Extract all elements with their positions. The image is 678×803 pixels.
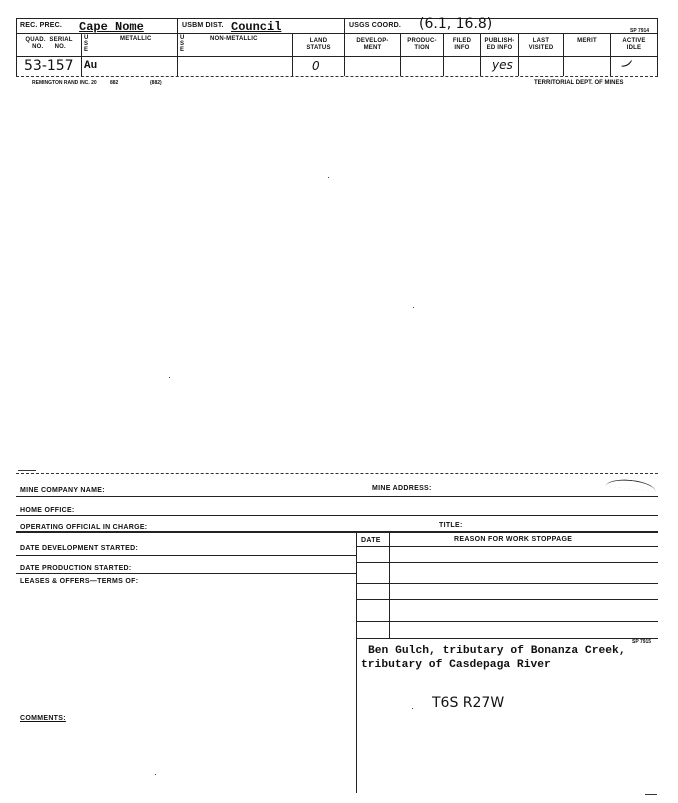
home-office-label: HOME OFFICE: bbox=[20, 507, 75, 514]
printer-code-b: (882) bbox=[150, 80, 162, 86]
printer-code-a: 882 bbox=[110, 80, 119, 86]
date-col-label: DATE bbox=[361, 537, 381, 544]
usgs-coord-value: (6.1, 16.8) bbox=[419, 16, 493, 32]
title-label: TITLE: bbox=[439, 522, 463, 529]
remarks-line-1: Ben Gulch, tributary of Bonanza Creek, bbox=[368, 645, 626, 657]
record-active-idle: ) bbox=[618, 58, 635, 71]
usgs-coord-label: USGS COORD. bbox=[349, 22, 401, 29]
printer-note: REMINGTON RAND INC. 20 bbox=[32, 80, 97, 86]
col-metallic: METALLIC bbox=[120, 36, 152, 42]
col-active-idle: ACTIVE IDLE bbox=[622, 38, 646, 51]
mine-address-label: MINE ADDRESS: bbox=[372, 485, 432, 492]
col-merit: MERIT bbox=[577, 38, 597, 44]
rec-prec-label: REC. PREC. bbox=[20, 22, 63, 29]
date-development-label: DATE DEVELOPMENT STARTED: bbox=[20, 545, 139, 552]
record-published-info: yes bbox=[492, 58, 513, 72]
col-land-status: LAND STATUS bbox=[306, 38, 331, 51]
department-name: TERRITORIAL DEPT. OF MINES bbox=[534, 80, 624, 86]
col-development: DEVELOP- MENT bbox=[356, 38, 389, 51]
col-published-info: PUBLISH- ED INFO bbox=[484, 38, 515, 51]
col-nonmetallic-flag: U S E bbox=[180, 35, 185, 53]
reason-col-label: REASON FOR WORK STOPPAGE bbox=[454, 536, 573, 543]
usbm-dist-value: Council bbox=[231, 20, 282, 34]
operating-official-label: OPERATING OFFICIAL IN CHARGE: bbox=[20, 524, 148, 531]
mine-company-name-label: MINE COMPANY NAME: bbox=[20, 487, 105, 494]
col-filed-info: FILED INFO bbox=[452, 38, 472, 51]
record-serial: 53-157 bbox=[24, 58, 74, 74]
col-quad-serial: QUAD. SERIAL NO. NO. bbox=[25, 37, 73, 50]
form-code-top: SP 7914 bbox=[630, 28, 650, 34]
record-metallic: Au bbox=[84, 60, 98, 72]
usbm-dist-label: USBM DIST. bbox=[182, 22, 224, 29]
form-code-bottom: SP 7915 bbox=[632, 639, 652, 645]
township-range: T6S R27W bbox=[432, 695, 505, 711]
col-nonmetallic: NON-METALLIC bbox=[210, 36, 258, 42]
date-production-label: DATE PRODUCTION STARTED: bbox=[20, 565, 132, 572]
comments-label: COMMENTS: bbox=[20, 715, 66, 722]
rec-prec-value: Cape Nome bbox=[79, 20, 144, 34]
col-last-visited: LAST VISITED bbox=[528, 38, 554, 51]
record-land-status: 0 bbox=[312, 59, 320, 73]
col-production: PRODUC- TION bbox=[407, 38, 437, 51]
remarks-line-2: tributary of Casdepaga River bbox=[361, 659, 551, 671]
col-metallic-flag: U S E bbox=[84, 35, 89, 53]
leases-offers-label: LEASES & OFFERS—TERMS OF: bbox=[20, 578, 139, 585]
